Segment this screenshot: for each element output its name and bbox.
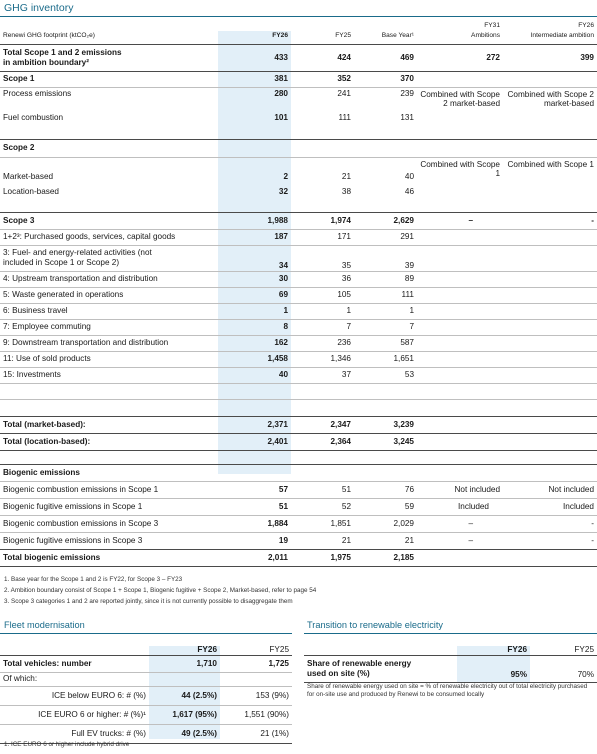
table-row: 9: Downstream transportation and distribution 162 236 587 <box>0 335 597 351</box>
table-header-row: FY26 FY25 <box>507 644 594 654</box>
table-row: Biogenic fugitive emissions in Scope 3 19 21 21 – - <box>0 532 597 549</box>
table-header-row: FY26 FY25 <box>197 644 289 654</box>
table-row: Biogenic combustion emissions in Scope 1 57 51 76 Not included Not included <box>0 481 597 498</box>
row-label: Total Scope 1 and 2 emissions in ambition boundary² <box>0 44 218 71</box>
table-row: Scope 1 381 352 370 <box>0 71 597 87</box>
header-fy25: FY25 <box>335 31 351 39</box>
table-row: ICE EURO 6 or higher: # (%)¹ 1,617 (95%) 1,551 (90%) <box>0 705 292 724</box>
table-row: Process emissions 280 241 239 Combined with Scope 2 market-based Combined with Scope 2 market-based <box>0 87 597 101</box>
header-label: Renewi GHG footprint (ktCO₂e) <box>3 31 95 39</box>
fleet-table <box>0 633 292 744</box>
table-row: Scope 2 <box>0 139 597 157</box>
table-row: Full EV trucks: # (%) 49 (2.5%) 21 (1%) <box>0 724 292 743</box>
fleet-footnote: 1. ICE EURO 6 or higher include hybrid drive <box>4 741 130 748</box>
table-row: Total Scope 1 and 2 emissions in ambition boundary² 433 424 469 272 399 <box>0 44 597 71</box>
renewable-note: Share of renewable energy used on site = % of renewable electricity out of total electricity purchased for on-site use and produced by Renewi to be consumed locally <box>307 683 588 698</box>
ghg-inventory-table <box>0 17 597 567</box>
table-row: 4: Upstream transportation and distribution 30 36 89 <box>0 271 597 287</box>
fleet-title: Fleet modernisation <box>4 620 85 630</box>
renewable-table <box>304 633 597 683</box>
header-fy26: FY26 <box>272 31 288 39</box>
footnote-3: 3. Scope 3 categories 1 and 2 are reported jointly, since it is not currently possible to disaggregate them <box>4 598 293 605</box>
footnote-1: 1. Base year for the Scope 1 and 2 is FY22, for Scope 3 – FY23 <box>4 576 183 583</box>
table-row: Total biogenic emissions 2,011 1,975 2,185 <box>0 549 597 566</box>
table-row: Biogenic emissions <box>0 464 597 481</box>
header-fy26-intermediate: FY26 Intermediate ambition <box>530 22 594 39</box>
table-row: Location-based 32 38 46 <box>3 187 414 196</box>
table-row: Share of renewable energy used on site (%) 95% 70% <box>304 655 597 682</box>
table-row: Total (market-based): 2,371 2,347 3,239 <box>0 416 597 433</box>
table-row <box>0 383 597 399</box>
table-row: Of which: <box>0 672 292 686</box>
renewable-title: Transition to renewable electricity <box>307 620 443 630</box>
table-row: Fuel combustion 101 111 131 <box>3 113 414 122</box>
table-row: 1+2³: Purchased goods, services, capital goods 187 171 291 <box>0 229 597 245</box>
table-row: Biogenic fugitive emissions in Scope 1 51 52 59 Included Included <box>0 498 597 515</box>
table-row: Market-based 2 21 40 Combined with Scope 1 Combined with Scope 1 <box>0 157 597 184</box>
table-row: 5: Waste generated in operations 69 105 111 <box>0 287 597 303</box>
table-row: 11: Use of sold products 1,458 1,346 1,651 <box>0 351 597 367</box>
page-title: GHG inventory <box>4 2 74 14</box>
footnote-2: 2. Ambition boundary consist of Scope 1 + Scope 1, Biogenic fugitive + Scope 2, Market-based, refer to page 54 <box>4 587 317 594</box>
table-row: Total (location-based): 2,401 2,364 3,245 <box>0 433 597 450</box>
table-row: Total vehicles: number 1,710 1,725 <box>0 655 292 672</box>
table-row: 6: Business travel 1 1 1 <box>0 303 597 319</box>
table-row: 7: Employee commuting 8 7 7 <box>0 319 597 335</box>
header-fy31: FY31 Ambitions <box>471 22 500 39</box>
header-base-year: Base Year¹ <box>381 31 414 39</box>
table-row: 3: Fuel- and energy-related activities (not included in Scope 1 or Scope 2) 34 35 39 <box>0 245 597 271</box>
table-row: Scope 3 1,988 1,974 2,629 – - <box>0 212 597 229</box>
table-row: Biogenic combustion emissions in Scope 3 1,884 1,851 2,029 – - <box>0 515 597 532</box>
table-header-row <box>0 17 597 44</box>
table-row: 15: Investments 40 37 53 <box>0 367 597 383</box>
table-row: ICE below EURO 6: # (%) 44 (2.5%) 153 (9%) <box>0 686 292 705</box>
